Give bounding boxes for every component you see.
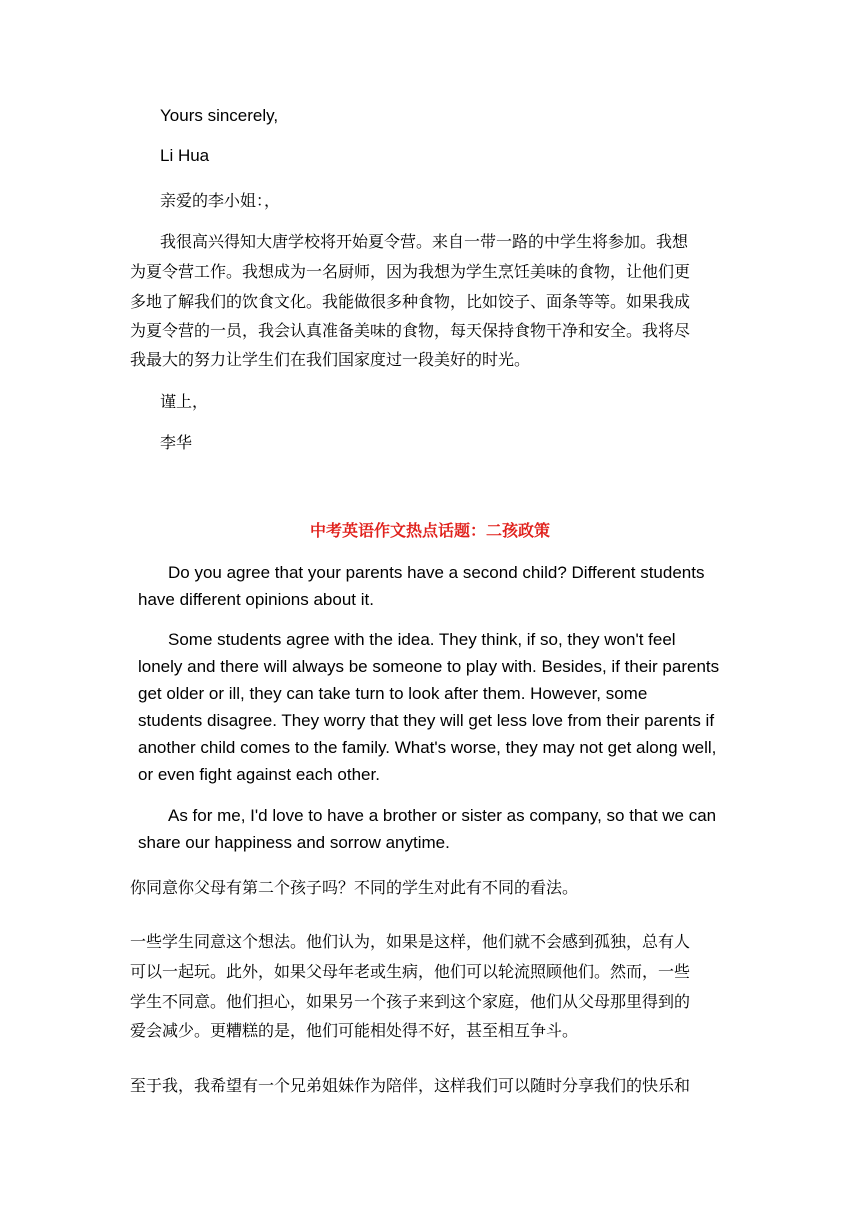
essay-en-line: get older or ill, they can take turn to look after them. However, some — [138, 684, 648, 703]
letter-closing-zh: 谨上， — [160, 392, 209, 411]
essay-en-line: another child comes to the family. What's worse, they may not get along well, — [138, 738, 717, 757]
essay-en-line: have different opinions about it. — [138, 590, 374, 609]
essay-title: 中考英语作文热点话题：二孩政策 — [309, 521, 550, 540]
letter-body-line: 我很高兴得知大唐学校将开始夏令营。来自一带一路的中学生将参加。我想 — [160, 232, 689, 251]
letter-signature-en: Li Hua — [160, 146, 210, 165]
letter-body-line: 为夏令营的一员，我会认真准备美味的食物，每天保持食物干净和安全。我将尽 — [130, 321, 691, 340]
essay-en-line: or even fight against each other. — [138, 765, 380, 784]
essay-zh-line: 爱会减少。更糟糕的是，他们可能相处得不好，甚至相互争斗。 — [130, 1021, 579, 1040]
letter-greeting-zh: 亲爱的李小姐：， — [160, 191, 281, 210]
letter-body-line: 为夏令营工作。我想成为一名厨师，因为我想为学生烹饪美味的食物，让他们更 — [130, 262, 691, 281]
essay-en-line: As for me, I'd love to have a brother or sister as company, so that we can — [168, 806, 717, 825]
essay-zh-line: 学生不同意。他们担心，如果另一个孩子来到这个家庭，他们从父母那里得到的 — [130, 992, 691, 1011]
essay-zh-line: 至于我，我希望有一个兄弟姐妹作为陪伴，这样我们可以随时分享我们的快乐和 — [130, 1076, 691, 1095]
essay-en-line: students disagree. They worry that they will get less love from their parents if — [138, 711, 715, 730]
letter-closing-en: Yours sincerely, — [160, 106, 279, 125]
letter-body-line: 我最大的努力让学生们在我们国家度过一段美好的时光。 — [130, 350, 531, 369]
essay-zh-line: 一些学生同意这个想法。他们认为，如果是这样，他们就不会感到孤独，总有人 — [130, 932, 691, 951]
essay-zh-line: 可以一起玩。此外，如果父母年老或生病，他们可以轮流照顾他们。然而，一些 — [130, 962, 691, 981]
letter-body-line: 多地了解我们的饮食文化。我能做很多种食物，比如饺子、面条等等。如果我成 — [130, 292, 691, 311]
essay-en-line: Some students agree with the idea. They think, if so, they won't feel — [168, 630, 676, 649]
essay-en-line: share our happiness and sorrow anytime. — [138, 833, 450, 852]
letter-signature-zh: 李华 — [160, 433, 193, 452]
essay-en-line: lonely and there will always be someone to play with. Besides, if their parents — [138, 657, 720, 676]
essay-zh-line: 你同意你父母有第二个孩子吗？不同的学生对此有不同的看法。 — [130, 878, 579, 897]
essay-en-line: Do you agree that your parents have a second child? Different students — [168, 563, 705, 582]
